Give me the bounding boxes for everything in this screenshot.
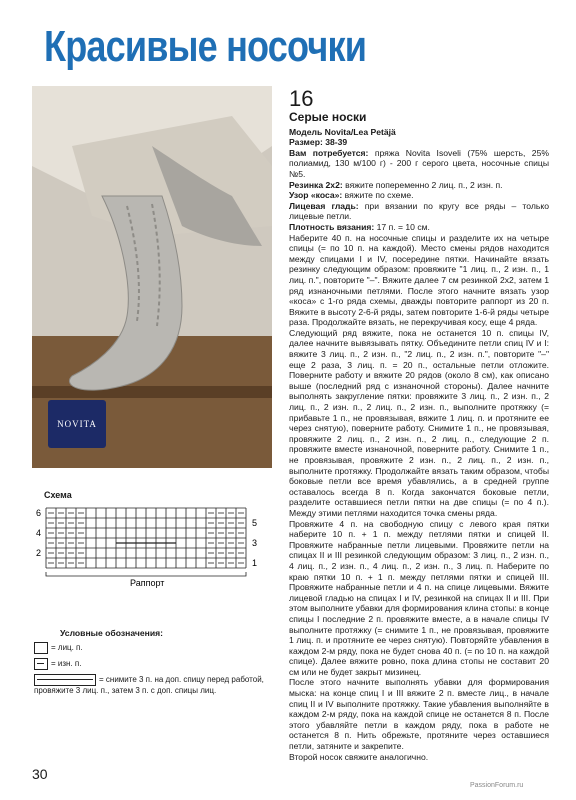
chart-label: Схема: [44, 490, 72, 500]
spec-line: Узор «коса»: вяжите по схеме.: [289, 190, 414, 201]
row-label: 6: [36, 508, 42, 518]
row-label: 2: [36, 548, 42, 558]
pattern-subtitle: Серые носки: [289, 110, 367, 124]
cable-symbol-icon: [34, 674, 96, 686]
chart-grid: [34, 500, 274, 596]
legend-title: Условные обозначения:: [60, 628, 163, 638]
rapport-label: Раппорт: [130, 578, 165, 588]
rapport-bracket: [46, 572, 246, 576]
row-label: 4: [36, 528, 42, 538]
instructions-column: [289, 112, 549, 762]
watermark: PassionForum.ru: [470, 782, 524, 789]
body-paragraph: Второй носок свяжите аналогично.: [289, 751, 429, 762]
row-label: 5: [252, 518, 258, 528]
legend-item-cable: = снимите 3 п. на доп. спицу перед работой, провяжите 3 лиц. п., затем 3 п. с доп. спицы лиц.: [34, 675, 264, 695]
row-label: 3: [252, 538, 258, 548]
spec-line: Вам потребуется: пряжа Novita Isoveli (75% шерсть, 25% полиамид, 130 м/100 г) - 200 г серого цвета, носочные спицы №5.: [289, 147, 550, 179]
page-title: Красивые носочки: [44, 22, 367, 71]
legend-item-knit: = лиц. п.: [34, 642, 83, 654]
purl-symbol-icon: [34, 658, 48, 670]
body-paragraph: Следующий ряд вяжите, пока не останется 10 п. спицы IV, далее начните вывязывать пятку. Объедините петли спиц IV и I: вяжите 3 лиц. п., 2 изн. п., "2 лиц. п., 2 изн. п.", повторите "–" еще 2 раза, 3 лиц. п. = 20 п., остальные петли отложите. Поверните работу и вяжите 20 рядов (около 8 см), как описано выше (последний ряд с изнаночной стороны). Далее начните выполнять закругление пятки: провяжите 3 лиц. п., 2 изн. п., 2 лиц. п., 2 изн. п., 2 лиц. п., 2 изн. п., выполните протяжку (= прибавьте 1 п., не провязывая, вяжите 1 лиц. п. и протяните ее через снятую), поверните работу. Снимите 1 п., не провязывая, провяжите 2 лиц. п., 2 изн. п., 2 лиц. п., следующие 2 п. провяжите вместе изнаночной, поверните работу. Снимите 1 п., не провязывая, провяжите 2 изн. п., 2 лиц. п., 2 изн. п., выполните протяжку. Продолжайте вязать таким образом, чтобы боковые петли все время убавлялись, а в средней группе оставалось всегда 8 п. Когда закончатся боковые петли, разделите оставшиеся петли пятки на две спицы (= по 4 п.). Между этими петлями находится точка смены ряда.: [289, 327, 549, 518]
spec-line: Плотность вязания: 17 п. = 10 см.: [289, 221, 430, 232]
body-paragraph: Наберите 40 п. на носочные спицы и разделите их на четыре спицы (= по 10 п. на каждой). Место смены рядов находится между спицами I и IV, посередине пятки. Начинайте вязать резинку следующим образом: провяжите "1 лиц. п., 2 изн. п., 1 лиц. п.", повторите "–". Вяжите далее 7 см резинкой 2х2, затем 1 ряд изнаночными петлями. После этого начните вязать узор «коса» с 1-го ряда схемы, дважды повторите раппорт из 20 п. Вяжите в высоту 2-6-й ряды, затем повторите 1-6-й ряды четыре раза. Продолжайте вязать, не перекручивая косу, еще 4 ряда.: [289, 232, 549, 328]
row-label: 1: [252, 558, 258, 568]
page-number: 30: [32, 766, 48, 782]
legend-item-purl: = изн. п.: [34, 658, 81, 670]
novita-logo: NOVITA: [48, 400, 106, 448]
spec-line: Размер: 38-39: [289, 137, 348, 148]
spec-line: Лицевая гладь: при вязании по кругу все ряды – только лицевые петли.: [289, 200, 549, 222]
body-paragraph: Провяжите 4 п. на свободную спицу с левого края пятки наберите 10 п. + 1 п. между петлями пятки и спицей II. Провяжите набранные петли лицевыми. Провяжите петли на спицах II и III резинкой следующим образом: 3 лиц. п., 2 изн. п., 4 лиц. п., 2 изн. п., 4 лиц. п., 2 изн. п., 3 лиц. п. Наберите по краю пятки 10 п. + 1 п. между петлями пятки и спицей III. Провяжите набранные петли и 4 п. на спице лицевыми. Вяжите лицевой гладью на спицах I и IV, резинкой на спицах II и III. При этом выполните убавки для формирования клина стопы: в конце спицы I последние 2 п. провяжите вместе, а в начале спицы IV выполните протяжку (= снимите 1 п., не провязывая, провяжите 1 лиц. п. и протяните ее через снятую). Повторяйте убавления в каждом 2-м ряду, пока не будет снова 40 п. (= по 10 п. на каждой спице). Далее вяжите ровно, пока длина стопы не составит 20 см или не будет закрыт мизинец.: [289, 518, 549, 677]
spec-line: Резинка 2х2: вяжите попеременно 2 лиц. п., 2 изн. п.: [289, 179, 503, 190]
knit-symbol-icon: [34, 642, 48, 654]
spec-line: Модель Novita/Lea Petäjä: [289, 126, 396, 137]
pattern-number: 16: [289, 86, 314, 111]
body-paragraph: После этого начните выполнять убавки для формирования мыска: на конце спиц I и III вяжите 2 п. вместе лиц., в начале спиц II и IV выполните протяжку. Такие убавления выполняйте в каждом 2-м ряду, пока на каждой спице не останется 8 п. После этого убавляйте петли в каждом ряду, пока в работе не останется 8 п. Нить обрежьте, протяните через оставшиеся петли, затяните и закрепите.: [289, 677, 549, 752]
cable-chart: [34, 500, 274, 601]
